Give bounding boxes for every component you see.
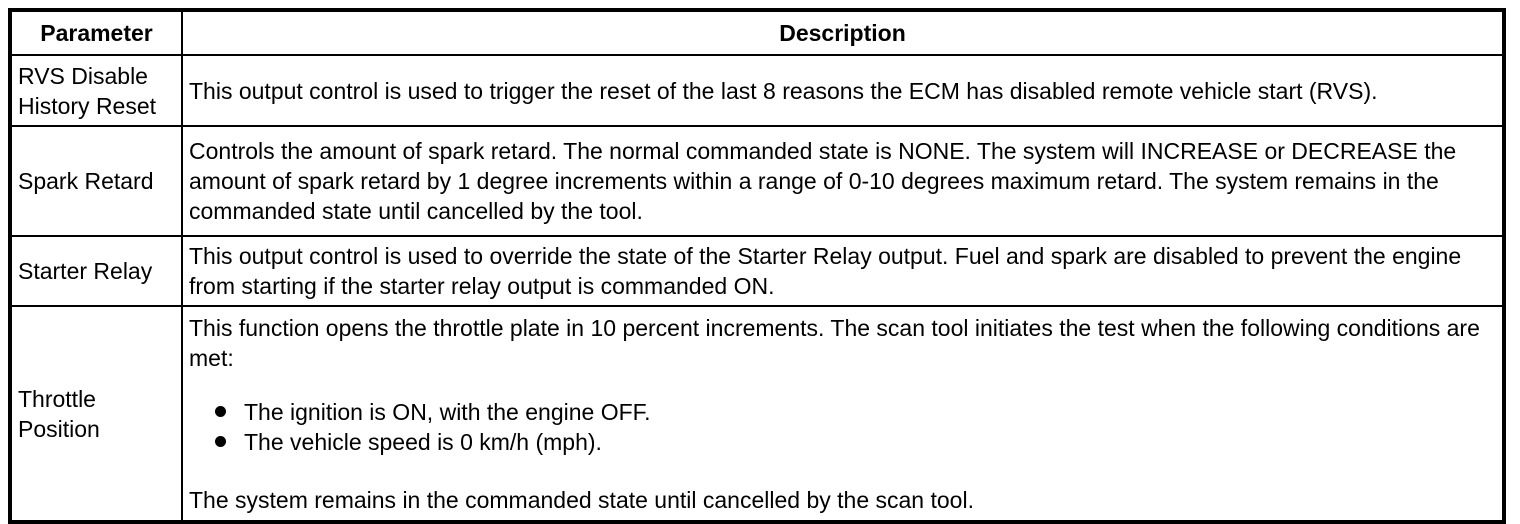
parameter-cell: Spark Retard: [10, 126, 182, 236]
table-header-row: [10, 10, 1504, 55]
parameter-cell: Throttle Position: [10, 306, 182, 522]
table-row-starter-relay: [10, 236, 1504, 306]
description-outro-text: The system remains in the commanded state until cancelled by the scan tool.: [189, 486, 974, 513]
parameter-description-table: [8, 8, 1506, 524]
table-row-throttle-position: [10, 306, 1504, 522]
condition-bullet-list: [215, 397, 1492, 457]
table-row-rvs-disable-history-reset: [10, 55, 1504, 126]
column-header-description: Description: [182, 10, 1504, 55]
description-cell: This output control is used to override the state of the Starter Relay output. Fuel and spark are disabled to prevent the engine from starting if the starter relay output is commanded ON.: [182, 236, 1504, 306]
table-row-spark-retard: [10, 126, 1504, 236]
description-cell: Controls the amount of spark retard. The normal commanded state is NONE. The system will INCREASE or DECREASE the amount of spark retard by 1 degree increments within a range of 0-10 degrees maximum retard. The system remains in the commanded state until cancelled by the tool.: [182, 126, 1504, 236]
description-cell: [182, 306, 1504, 522]
list-item: The vehicle speed is 0 km/h (mph).: [215, 427, 1492, 457]
description-intro-text: This function opens the throttle plate in 10 percent increments. The scan tool initiates the test when the following conditions are met:: [189, 314, 1480, 371]
list-item: The ignition is ON, with the engine OFF.: [215, 397, 1492, 427]
column-header-parameter: Parameter: [10, 10, 182, 55]
parameter-cell: Starter Relay: [10, 236, 182, 306]
description-cell: This output control is used to trigger the reset of the last 8 reasons the ECM has disabled remote vehicle start (RVS).: [182, 55, 1504, 126]
parameter-cell: RVS Disable History Reset: [10, 55, 182, 126]
